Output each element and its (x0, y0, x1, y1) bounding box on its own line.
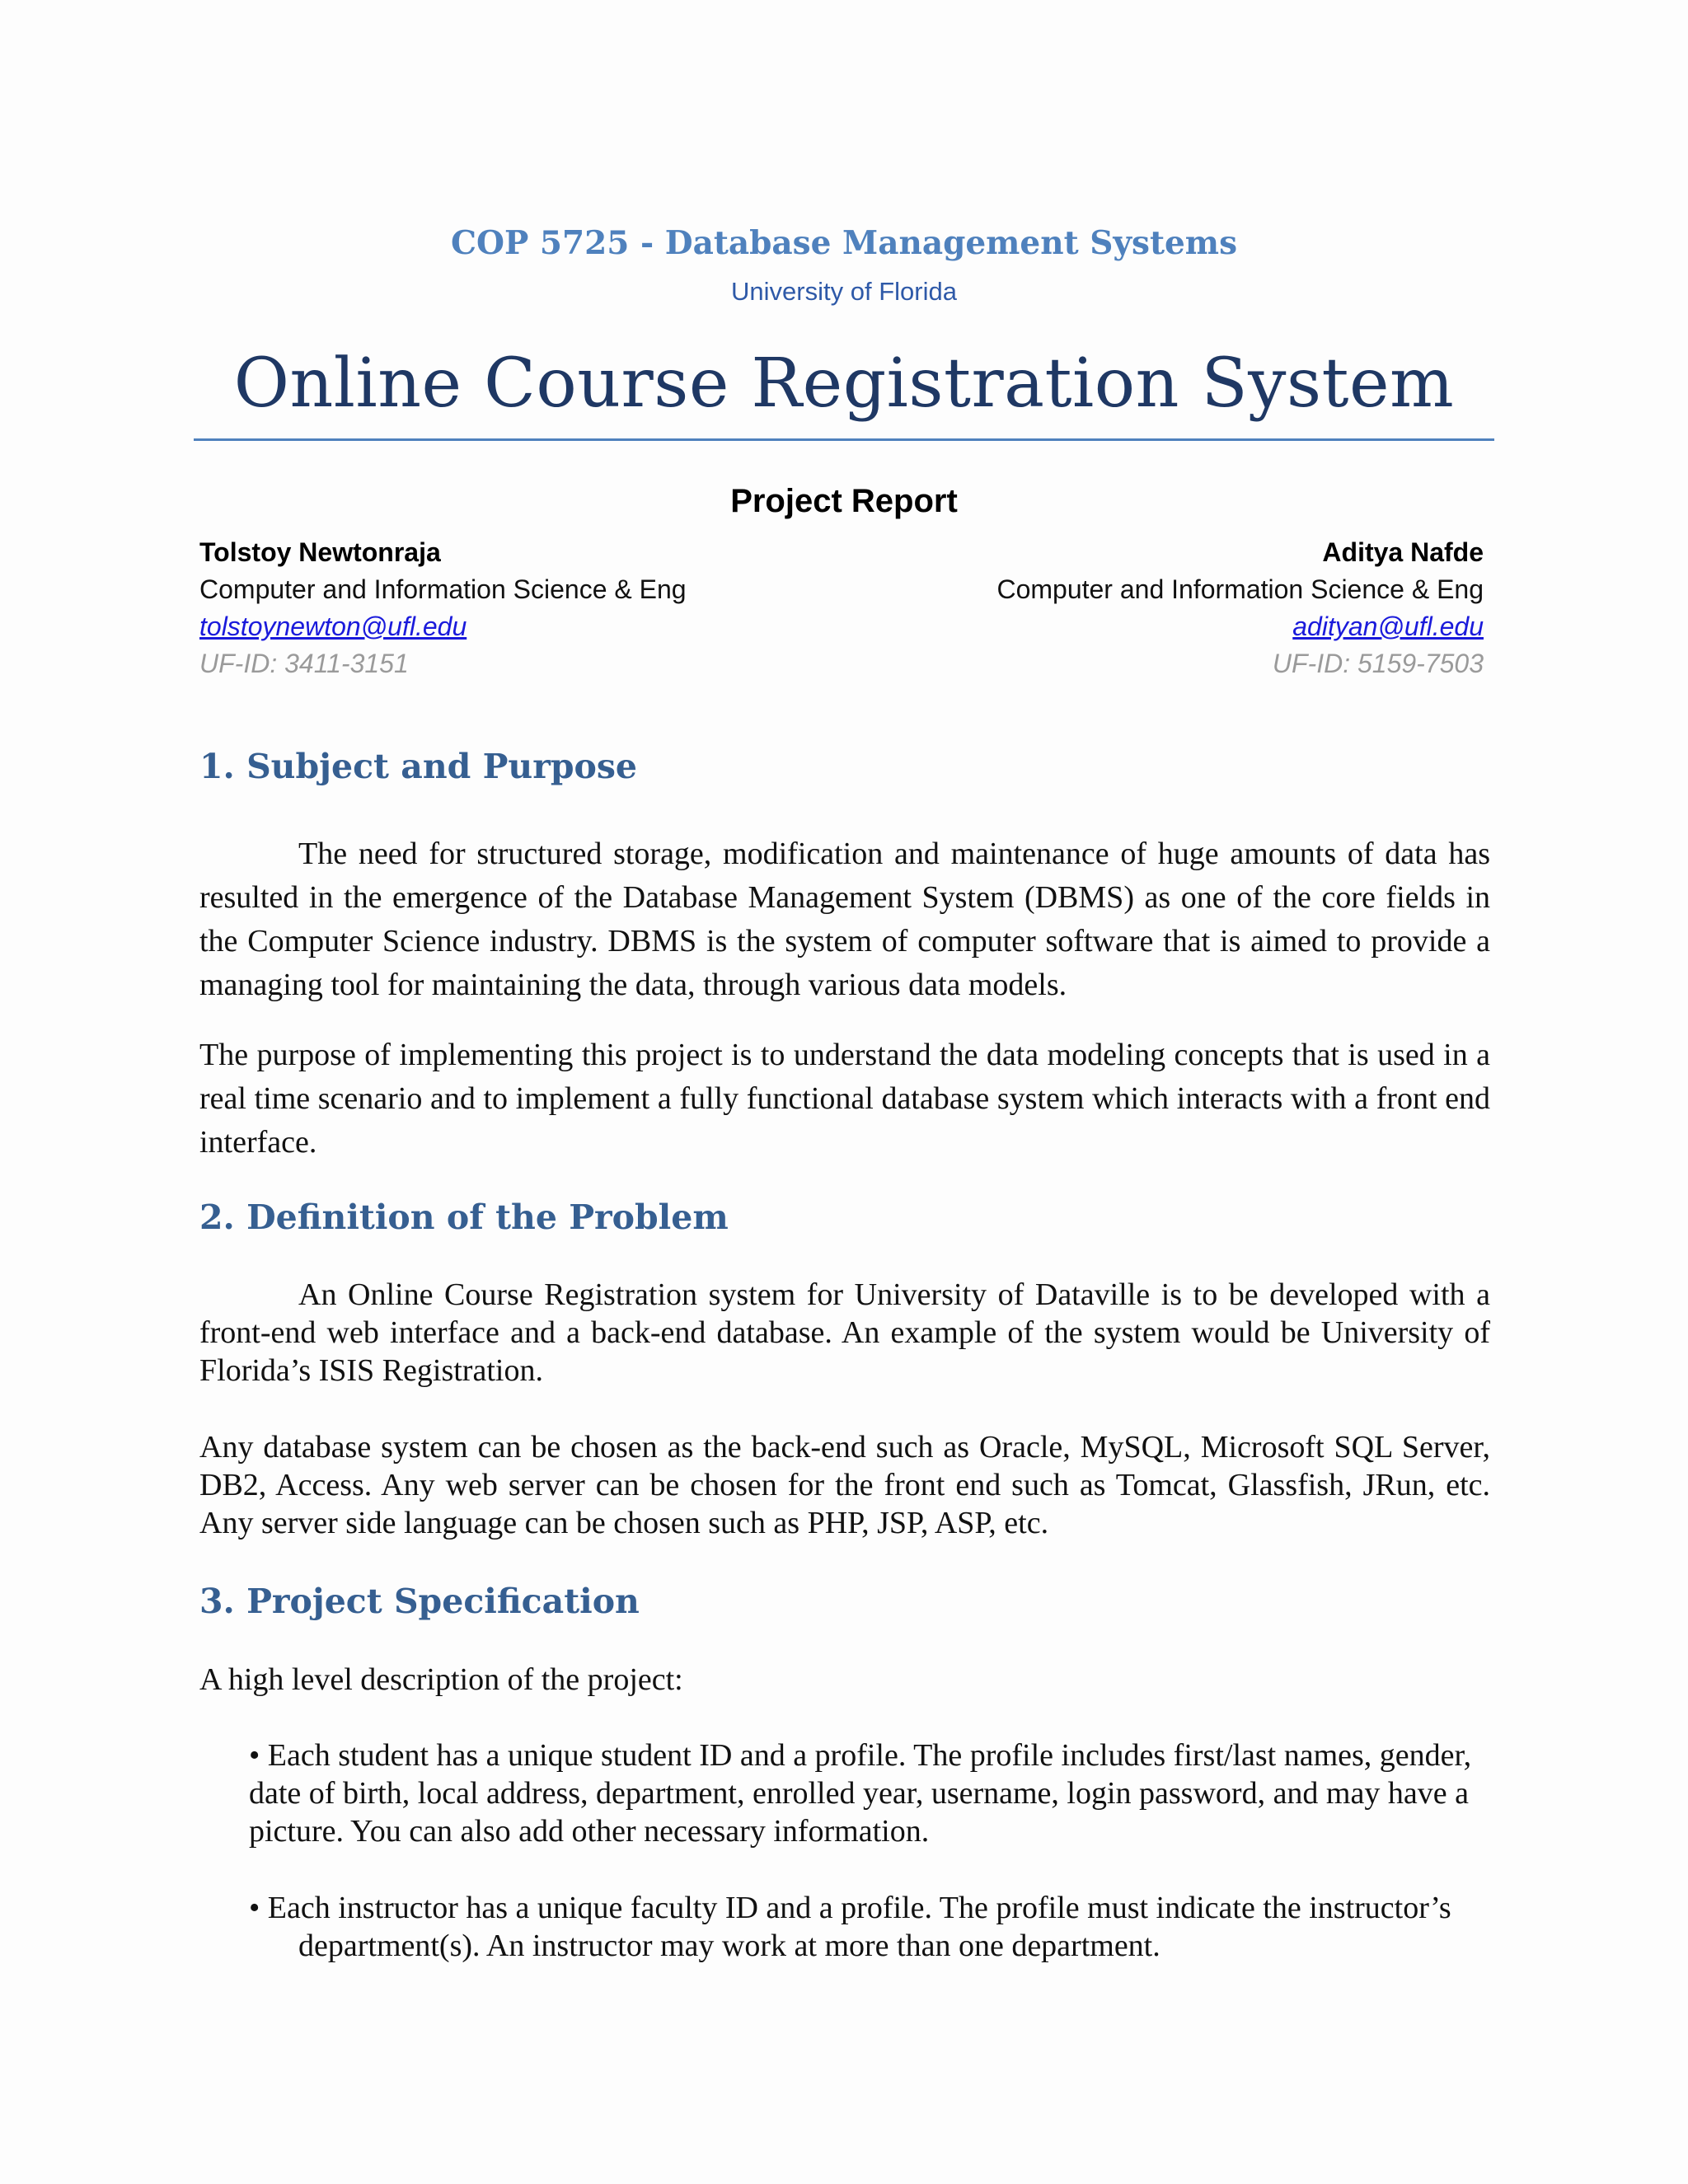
course-title: COP 5725 - Database Management Systems (450, 224, 1238, 262)
list-item: • Each instructor has a unique faculty ID and a profile. The profile must indicate the instructor’s department(s). An instructor may work at more than one department. (249, 1891, 1451, 1963)
author-department: Computer and Information Science & Eng (996, 574, 1484, 604)
paragraph: A high level description of the project: (199, 1662, 683, 1697)
section-heading-problem-definition: 2. Definition of the Problem (199, 1197, 729, 1237)
report-label: Project Report (730, 483, 958, 519)
paragraph: The purpose of implementing this project is to understand the data modeling concepts that is used in a real time scenario and to implement a fully functional database system which interacts with a front end interface. (199, 1038, 1490, 1160)
paragraph: The need for structured storage, modification and maintenance of huge amounts of data has resulted in the emergence of the Database Management System (DBMS) as one of the core fields in the Computer Science industry. DBMS is the system of computer software that is aimed to provide a managing tool for maintaining the data, through various data models. (199, 837, 1490, 1002)
document-title: Online Course Registration System (233, 344, 1455, 423)
paragraph: An Online Course Registration system for University of Dataville is to be developed with a front-end web interface and a back-end database. An example of the system would be University of Florida’s ISIS Registration. (199, 1277, 1490, 1388)
section-heading-subject-purpose: 1. Subject and Purpose (199, 747, 637, 786)
title-underline (194, 438, 1494, 441)
author-department: Computer and Information Science & Eng (199, 574, 687, 604)
section-heading-project-specification: 3. Project Specification (199, 1582, 640, 1621)
author-block-left (199, 534, 793, 682)
author-name: Aditya Nafde (1322, 537, 1484, 567)
paragraph: Any database system can be chosen as the back-end such as Oracle, MySQL, Microsoft SQL Server, DB2, Access. Any web server can be chosen for the front end such as Tomcat, Glassfish, JRun, etc. Any server side language can be chosen such as PHP, JSP, ASP, etc. (199, 1430, 1490, 1540)
author-email-link[interactable]: tolstoynewton@ufl.edu (199, 612, 467, 641)
author-name: Tolstoy Newtonraja (199, 537, 441, 567)
author-email-link[interactable]: adityan@ufl.edu (1292, 612, 1484, 641)
university-name: University of Florida (731, 277, 957, 306)
list-item: • Each student has a unique student ID and a profile. The profile includes first/last names, gender, date of birth, local address, department, enrolled year, username, login password, and may have a picture. You can also add other necessary information. (249, 1738, 1472, 1849)
author-ufid: UF-ID: 5159-7503 (1272, 649, 1484, 678)
author-ufid: UF-ID: 3411-3151 (199, 649, 409, 678)
author-block-right (890, 534, 1484, 682)
